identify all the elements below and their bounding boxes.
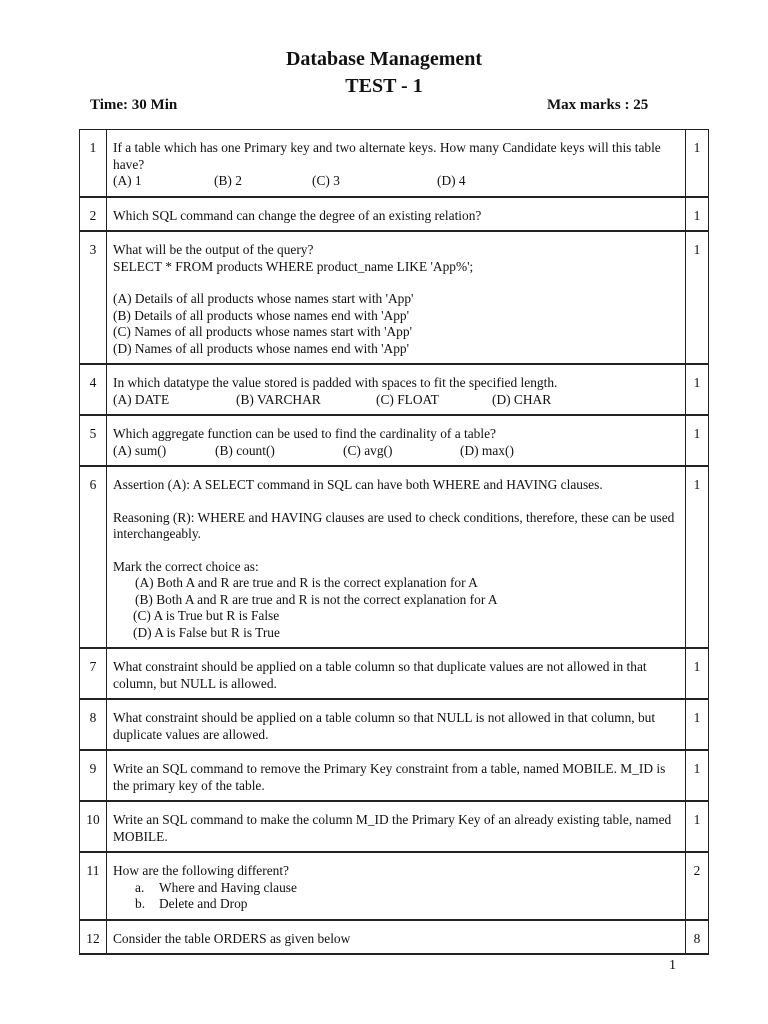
sub-item-label: a. xyxy=(135,879,145,895)
question-row xyxy=(80,466,709,648)
question-body xyxy=(107,648,686,699)
question-marks: 8 xyxy=(686,920,709,955)
option: (D) 4 xyxy=(437,173,466,188)
questions-table xyxy=(79,129,709,955)
sub-item xyxy=(113,896,679,913)
options-row xyxy=(113,173,679,190)
question-body xyxy=(107,852,686,920)
question-row xyxy=(80,231,709,364)
question-text: Consider the table ORDERS as given below xyxy=(113,930,351,946)
question-body xyxy=(107,750,686,801)
question-row xyxy=(80,920,709,955)
question-marks: 1 xyxy=(686,466,709,648)
question-number: 10 xyxy=(80,801,107,852)
question-row xyxy=(80,648,709,699)
question-number: 6 xyxy=(80,466,107,648)
option: (A) Both A and R are true and R is the correct explanation for A xyxy=(135,575,478,590)
page-number: 1 xyxy=(669,958,676,973)
question-text: Which SQL command can change the degree of an existing relation? xyxy=(113,207,482,223)
question-row xyxy=(80,699,709,750)
assertion-text: Assertion (A): A SELECT command in SQL can have both WHERE and HAVING clauses. xyxy=(113,477,603,492)
question-marks: 1 xyxy=(686,415,709,466)
reasoning-text: Reasoning (R): WHERE and HAVING clauses are used to check conditions, therefore, these can be used interchangeably. xyxy=(113,509,675,541)
question-text: In which datatype the value stored is padded with spaces to fit the specified length. xyxy=(113,375,558,390)
option: (C) A is True but R is False xyxy=(133,608,280,623)
question-number: 7 xyxy=(80,648,107,699)
sub-item-text: Delete and Drop xyxy=(159,896,248,911)
option: (D) A is False but R is True xyxy=(133,624,280,640)
sub-item xyxy=(113,880,679,897)
question-row xyxy=(80,852,709,920)
document-title: Database Management xyxy=(285,48,483,70)
question-body xyxy=(107,699,686,750)
option: (C) 3 xyxy=(312,173,340,188)
question-marks: 1 xyxy=(686,130,709,197)
question-body xyxy=(107,364,686,415)
option: (B) 2 xyxy=(214,173,242,188)
question-number: 9 xyxy=(80,750,107,801)
question-number: 12 xyxy=(80,920,107,955)
question-marks: 1 xyxy=(686,750,709,801)
option: (A) sum() xyxy=(113,442,167,458)
instruction-text: Mark the correct choice as: xyxy=(113,558,259,574)
option: (A) Details of all products whose names start with 'App' xyxy=(113,291,414,306)
question-number: 4 xyxy=(80,364,107,415)
option: (D) Names of all products whose names end with 'App' xyxy=(113,340,410,356)
option: (C) avg() xyxy=(343,442,393,458)
question-body xyxy=(107,466,686,648)
option: (C) FLOAT xyxy=(376,391,439,407)
question-row xyxy=(80,130,709,197)
sub-item-label: b. xyxy=(135,896,146,911)
question-text: What will be the output of the query? xyxy=(113,242,314,257)
question-body xyxy=(107,415,686,466)
question-text: Which aggregate function can be used to find the cardinality of a table? xyxy=(113,426,496,441)
question-body xyxy=(107,130,686,197)
question-number: 1 xyxy=(80,130,107,197)
question-row xyxy=(80,750,709,801)
question-row xyxy=(80,415,709,466)
options-row xyxy=(113,392,679,409)
option: (B) count() xyxy=(215,442,275,458)
option: (B) Both A and R are true and R is not the correct explanation for A xyxy=(135,591,498,607)
question-number: 11 xyxy=(80,852,107,920)
time-allowed: Time: 30 Min xyxy=(90,97,178,113)
option: (B) Details of all products whose names end with 'App' xyxy=(113,307,410,323)
question-row xyxy=(80,364,709,415)
question-marks: 2 xyxy=(686,852,709,920)
question-marks: 1 xyxy=(686,801,709,852)
question-text: Write an SQL command to make the column M_ID the Primary Key of an already existing table, named MOBILE. xyxy=(113,812,672,844)
question-number: 3 xyxy=(80,231,107,364)
question-number: 8 xyxy=(80,699,107,750)
question-text: What constraint should be applied on a table column so that duplicate values are not allowed in that column, but NULL is allowed. xyxy=(113,659,647,691)
option: (C) Names of all products whose names start with 'App' xyxy=(113,324,412,339)
question-marks: 1 xyxy=(686,648,709,699)
max-marks: Max marks : 25 xyxy=(547,97,649,113)
question-number: 5 xyxy=(80,415,107,466)
option: (A) 1 xyxy=(113,173,142,188)
question-marks: 1 xyxy=(686,231,709,364)
question-text: Write an SQL command to remove the Primary Key constraint from a table, named MOBILE. M_ID is the primary key of the table. xyxy=(113,761,666,793)
option: (A) DATE xyxy=(113,391,170,407)
test-subtitle: TEST - 1 xyxy=(345,75,423,97)
question-text: What constraint should be applied on a table column so that NULL is not allowed in that column, but duplicate values are allowed. xyxy=(113,710,656,742)
sub-item-text: Where and Having clause xyxy=(159,879,297,895)
question-body xyxy=(107,920,686,955)
question-marks: 1 xyxy=(686,197,709,232)
option: (B) VARCHAR xyxy=(236,391,321,407)
question-body xyxy=(107,231,686,364)
option: (D) CHAR xyxy=(492,391,552,407)
question-number: 2 xyxy=(80,197,107,232)
question-row xyxy=(80,801,709,852)
question-row xyxy=(80,197,709,232)
option: (D) max() xyxy=(460,442,514,458)
question-body xyxy=(107,801,686,852)
question-marks: 1 xyxy=(686,699,709,750)
question-text: How are the following different? xyxy=(113,863,290,878)
options-row xyxy=(113,443,679,460)
question-text: If a table which has one Primary key and two alternate keys. How many Candidate keys will this table have? xyxy=(113,140,661,172)
question-body xyxy=(107,197,686,232)
query-text: SELECT * FROM products WHERE product_name LIKE 'App%'; xyxy=(113,258,474,274)
question-marks: 1 xyxy=(686,364,709,415)
